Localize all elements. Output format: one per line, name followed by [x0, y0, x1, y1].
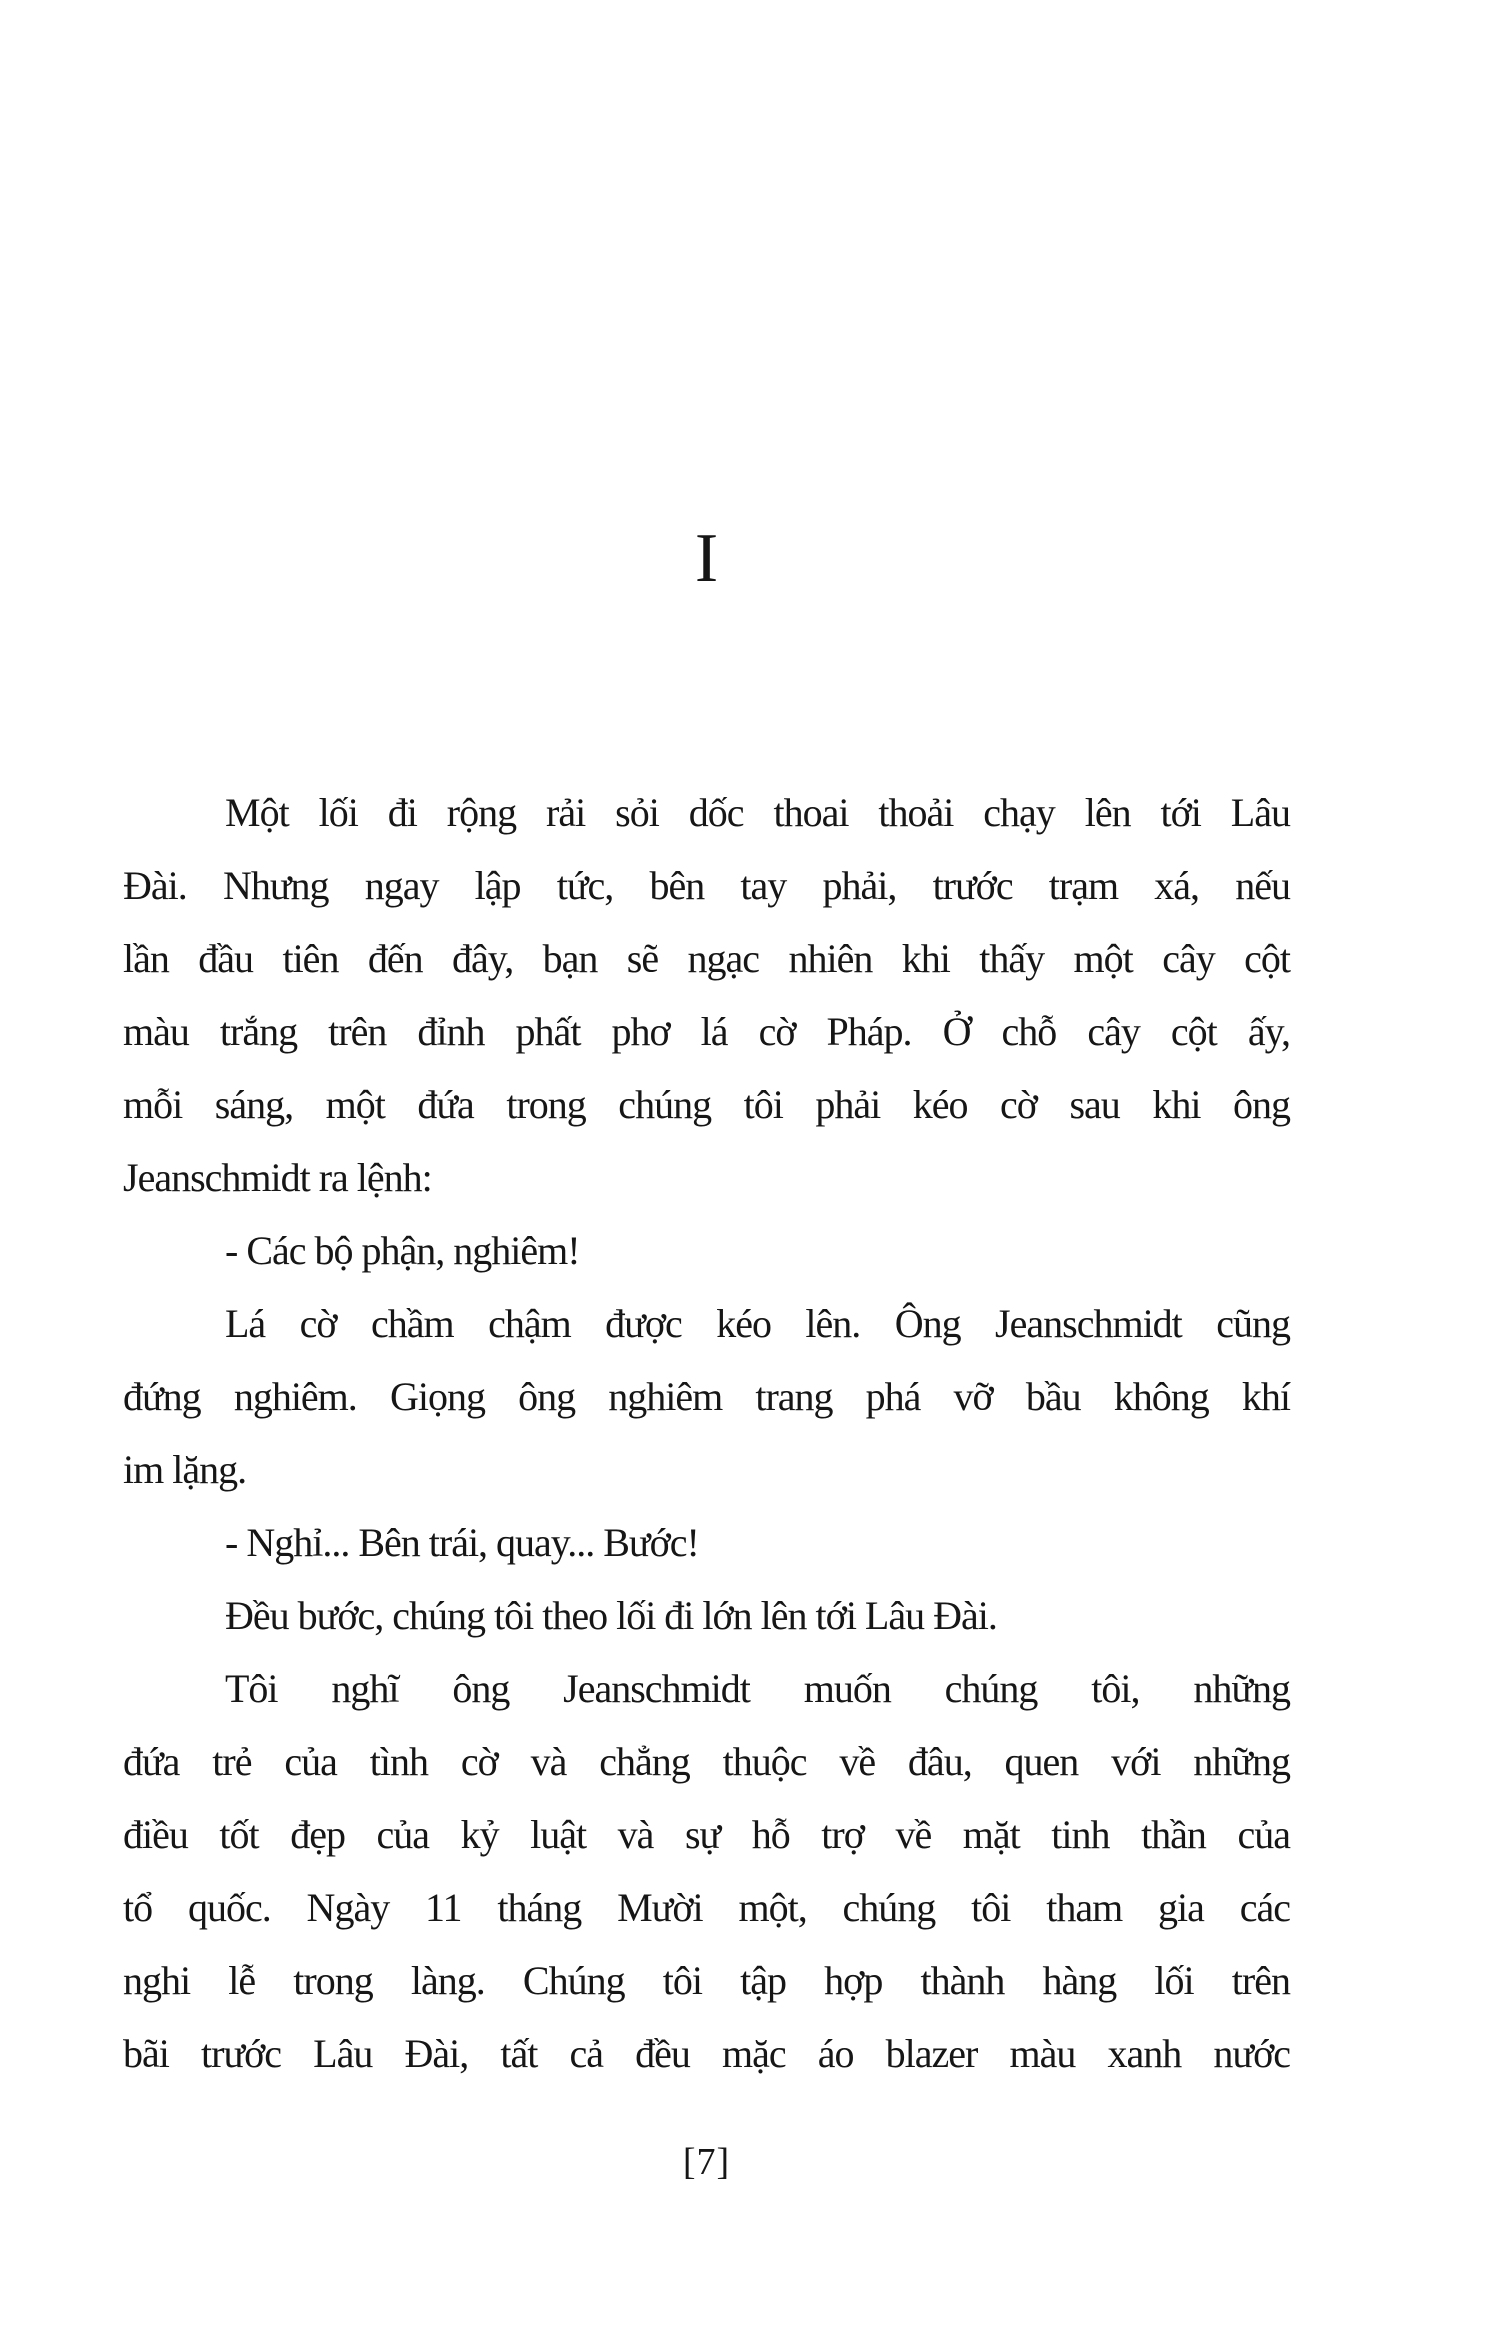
text-line: lần đầu tiên đến đây, bạn sẽ ngạc nhiên khi thấy một cây cột: [123, 936, 1290, 981]
text-line: Jeanschmidt ra lệnh:: [123, 1155, 432, 1200]
text-line: Tôi nghĩ ông Jeanschmidt muốn chúng tôi, những: [225, 1666, 1290, 1711]
text-line: đứng nghiêm. Giọng ông nghiêm trang phá vỡ bầu không khí: [123, 1374, 1290, 1419]
text-line: bãi trước Lâu Đài, tất cả đều mặc áo blazer màu xanh nước: [123, 2031, 1290, 2076]
chapter-number: I: [694, 520, 719, 597]
text-line: đứa trẻ của tình cờ và chẳng thuộc về đâu, quen với những: [123, 1739, 1290, 1784]
page-number: [7]: [682, 2141, 731, 2183]
body-text: [123, 776, 1290, 2090]
text-line: - Nghỉ... Bên trái, quay... Bước!: [225, 1520, 699, 1565]
text-line: nghi lễ trong làng. Chúng tôi tập hợp thành hàng lối trên: [123, 1958, 1290, 2003]
text-line: im lặng.: [123, 1447, 247, 1492]
text-line: Đài. Nhưng ngay lập tức, bên tay phải, trước trạm xá, nếu: [123, 863, 1290, 908]
text-line: màu trắng trên đỉnh phất phơ lá cờ Pháp. Ở chỗ cây cột ấy,: [123, 1009, 1290, 1054]
text-line: điều tốt đẹp của kỷ luật và sự hỗ trợ về mặt tinh thần của: [123, 1812, 1290, 1857]
text-line: - Các bộ phận, nghiêm!: [225, 1228, 580, 1273]
text-line: Một lối đi rộng rải sỏi dốc thoai thoải chạy lên tới Lâu: [225, 790, 1290, 835]
text-line: Lá cờ chầm chậm được kéo lên. Ông Jeanschmidt cũng: [225, 1301, 1290, 1346]
text-line: mỗi sáng, một đứa trong chúng tôi phải kéo cờ sau khi ông: [123, 1082, 1290, 1127]
text-line: Đều bước, chúng tôi theo lối đi lớn lên tới Lâu Đài.: [225, 1593, 997, 1638]
text-line: tổ quốc. Ngày 11 tháng Mười một, chúng tôi tham gia các: [123, 1885, 1290, 1930]
